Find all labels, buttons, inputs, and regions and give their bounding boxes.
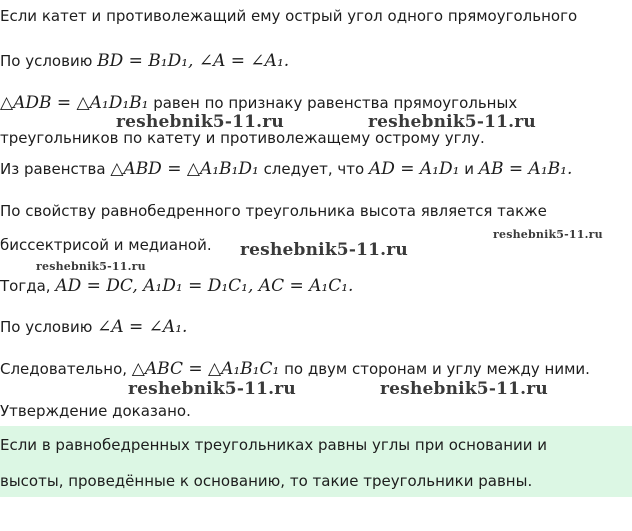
line-5-math-3: AB = A₁B₁.: [478, 159, 573, 179]
text-line-11: Утверждение доказано.: [0, 402, 191, 420]
watermark: reshebnik5-11.ru: [368, 112, 536, 132]
text-line-1: Если катет и противолежащий ему острый угол одного прямоугольного: [0, 7, 578, 25]
line-2-math: BD = B₁D₁, ∠A = ∠A₁.: [97, 51, 290, 71]
line-9-prefix: По условию: [0, 318, 98, 336]
text-line-7: биссектрисой и медианой.: [0, 236, 212, 254]
watermark: reshebnik5-11.ru: [116, 112, 284, 132]
line-10-prefix: Следовательно,: [0, 360, 132, 378]
line-8-prefix: Тогда,: [0, 277, 56, 295]
line-5-prefix: Из равенства: [0, 160, 111, 178]
watermark: reshebnik5-11.ru: [240, 240, 408, 260]
text-line-8: [0, 276, 353, 296]
highlight-line-2: высоты, проведённые к основанию, то такие треугольники равны.: [0, 472, 533, 490]
text-line-2: [0, 51, 289, 71]
watermark: reshebnik5-11.ru: [380, 379, 548, 399]
line-2-prefix: По условию: [0, 52, 98, 70]
line-5-mid: следует, что: [258, 160, 369, 178]
watermark: reshebnik5-11.ru: [36, 260, 146, 273]
line-3-text: равен по признаку равенства прямоугольных: [148, 94, 518, 112]
line-5-and: и: [459, 160, 479, 178]
line-5-math-1: △ABD = △A₁B₁D₁: [110, 159, 259, 179]
line-10-text: по двум сторонам и углу между ними.: [279, 360, 590, 378]
text-line-9: [0, 317, 187, 337]
summary-highlight-box: [0, 426, 632, 497]
text-line-4: треугольников по катету и противолежащему острому углу.: [0, 129, 485, 147]
highlight-line-1: Если в равнобедренных треугольниках равны углы при основании и: [0, 436, 548, 454]
line-3-math: △ADB = △A₁D₁B₁: [0, 93, 149, 113]
line-9-math: ∠A = ∠A₁.: [97, 317, 188, 337]
text-line-6: По свойству равнобедренного треугольника высота является также: [0, 202, 547, 220]
text-line-5: [0, 159, 572, 179]
line-5-math-2: AD = A₁D₁: [368, 159, 460, 179]
watermark: reshebnik5-11.ru: [128, 379, 296, 399]
text-line-3: [0, 93, 517, 113]
line-10-math: △ABC = △A₁B₁C₁: [131, 359, 280, 379]
text-line-10: [0, 359, 590, 379]
line-8-math: AD = DC, A₁D₁ = D₁C₁, AC = A₁C₁.: [55, 276, 354, 296]
watermark: reshebnik5-11.ru: [493, 228, 603, 241]
